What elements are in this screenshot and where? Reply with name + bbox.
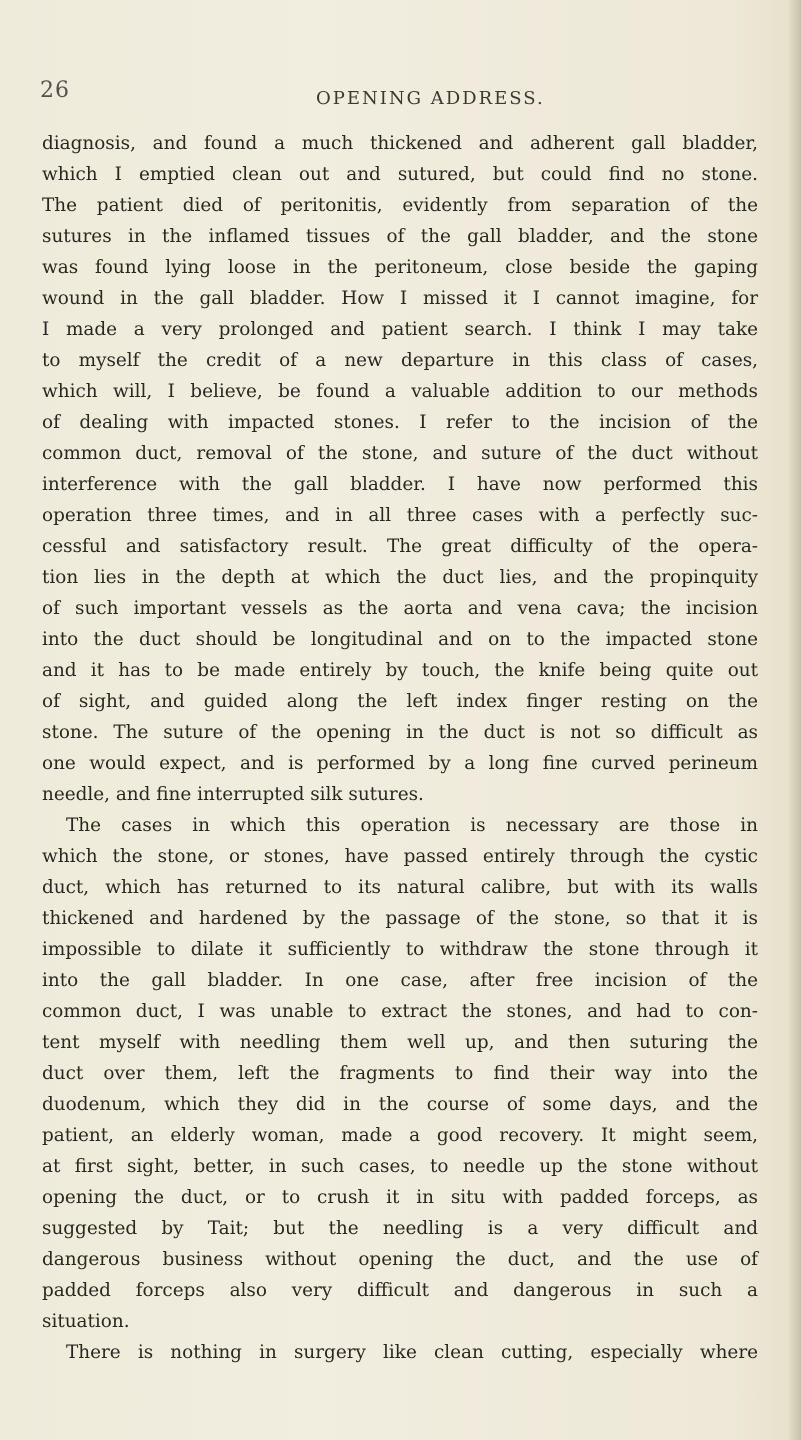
text-line: which will, I believe, be found a valuable addition to our methods [42, 381, 758, 402]
text-line: into the duct should be longitudinal and on to the impacted stone [42, 629, 758, 650]
text-line: There is nothing in surgery like clean cutting, especially where [66, 1342, 758, 1363]
text-line: one would expect, and is performed by a long fine curved perineum [42, 753, 758, 774]
running-head: OPENING ADDRESS. [316, 88, 545, 109]
text-line: common duct, I was unable to extract the stones, and had to con- [42, 1001, 758, 1022]
text-line: common duct, removal of the stone, and suture of the duct without [42, 443, 758, 464]
text-line: interference with the gall bladder. I have now performed this [42, 474, 758, 495]
text-line: into the gall bladder. In one case, after free incision of the [42, 970, 758, 991]
text-line: tion lies in the depth at which the duct lies, and the propinquity [42, 567, 758, 588]
text-line: opening the duct, or to crush it in situ with padded forceps, as [42, 1187, 758, 1208]
text-line: which I emptied clean out and sutured, but could find no stone. [42, 164, 758, 185]
text-line: thickened and hardened by the passage of the stone, so that it is [42, 908, 758, 929]
text-line: stone. The suture of the opening in the duct is not so difficult as [42, 722, 758, 743]
page-edge-shadow [787, 0, 801, 1440]
text-line: duodenum, which they did in the course of some days, and the [42, 1094, 758, 1115]
page-number: 26 [40, 78, 70, 103]
text-line: of such important vessels as the aorta and vena cava; the incision [42, 598, 758, 619]
text-line: tent myself with needling them well up, and then suturing the [42, 1032, 758, 1053]
text-line: which the stone, or stones, have passed entirely through the cystic [42, 846, 758, 867]
text-line: cessful and satisfactory result. The great difficulty of the opera- [42, 536, 758, 557]
body-text [42, 128, 758, 1368]
text-line: needle, and fine interrupted silk sutures. [42, 784, 424, 805]
text-line: The patient died of peritonitis, evidently from separation of the [42, 195, 758, 216]
text-line: and it has to be made entirely by touch, the knife being quite out [42, 660, 758, 681]
text-line: operation three times, and in all three cases with a perfectly suc- [42, 505, 758, 526]
text-line: of dealing with impacted stones. I refer to the incision of the [42, 412, 758, 433]
text-line: patient, an elderly woman, made a good recovery. It might seem, [42, 1125, 758, 1146]
text-line: I made a very prolonged and patient search. I think I may take [42, 319, 758, 340]
text-line: at first sight, better, in such cases, to needle up the stone without [42, 1156, 758, 1177]
text-line: diagnosis, and found a much thickened and adherent gall bladder, [42, 133, 758, 154]
text-line: of sight, and guided along the left index finger resting on the [42, 691, 758, 712]
text-line: duct over them, left the fragments to find their way into the [42, 1063, 758, 1084]
text-line: situation. [42, 1311, 130, 1332]
text-line: dangerous business without opening the duct, and the use of [42, 1249, 758, 1270]
text-line: suggested by Tait; but the needling is a very difficult and [42, 1218, 758, 1239]
text-line: was found lying loose in the peritoneum, close beside the gaping [42, 257, 758, 278]
text-line: to myself the credit of a new departure in this class of cases, [42, 350, 758, 371]
text-line: impossible to dilate it sufficiently to withdraw the stone through it [42, 939, 758, 960]
text-line: The cases in which this operation is necessary are those in [66, 815, 758, 836]
text-line: duct, which has returned to its natural calibre, but with its walls [42, 877, 758, 898]
text-line: padded forceps also very difficult and dangerous in such a [42, 1280, 758, 1301]
text-line: wound in the gall bladder. How I missed it I cannot imagine, for [42, 288, 758, 309]
text-line: sutures in the inflamed tissues of the gall bladder, and the stone [42, 226, 758, 247]
